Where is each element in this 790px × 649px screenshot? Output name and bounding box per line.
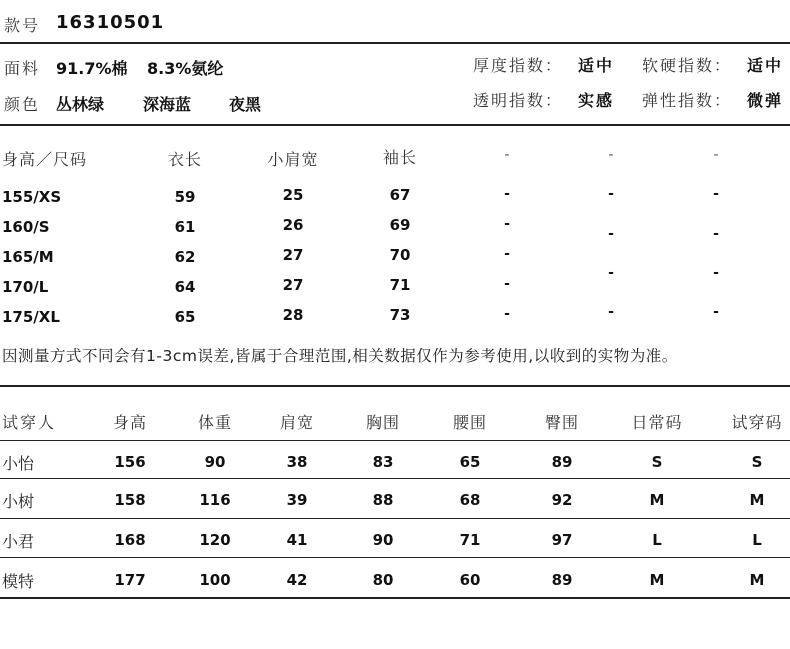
tryon-header-height: 身高 <box>112 413 147 432</box>
divider-top <box>0 42 790 44</box>
tryon-row-cell: 71 <box>459 531 481 549</box>
tryon-row-cell: 97 <box>551 531 573 549</box>
tryon-row-cell: 89 <box>551 453 573 471</box>
size-row-3-sleeve: 70 <box>389 246 411 264</box>
size-row-3-shoulder: 27 <box>282 246 304 264</box>
tryon-divider <box>0 440 790 441</box>
size-row-2-dash: - <box>504 216 510 232</box>
size-row-2-label: 160/S <box>2 218 50 236</box>
size-row-2-shoulder: 26 <box>282 216 304 234</box>
size-row-4-label: 170/L <box>2 278 49 296</box>
tryon-header-person: 试穿人 <box>2 413 57 432</box>
transparency-value: 实感 <box>578 91 615 110</box>
color-label: 颜色 <box>4 95 41 114</box>
tryon-row-cell: 156 <box>114 453 146 471</box>
size-extra-dash: - <box>713 304 719 320</box>
size-row-1-dash: - <box>504 186 510 202</box>
size-row-3-label: 165/M <box>2 248 54 266</box>
size-row-3-length: 62 <box>174 248 196 266</box>
style-label: 款号 <box>4 16 41 35</box>
elasticity-value: 微弹 <box>747 91 784 110</box>
tryon-row-cell: 90 <box>204 453 226 471</box>
softness-value: 适中 <box>747 56 784 75</box>
tryon-row-cell: 89 <box>551 571 573 589</box>
fabric-label: 面料 <box>4 59 41 78</box>
size-row-4-dash: - <box>504 276 510 292</box>
size-header-sleeve: 袖长 <box>382 148 417 167</box>
size-header-dash-2: - <box>608 147 614 163</box>
tryon-row-cell: 168 <box>114 531 146 549</box>
color-1: 丛林绿 <box>56 95 105 114</box>
size-row-1-sleeve: 67 <box>389 186 411 204</box>
tryon-header-weight: 体重 <box>197 413 232 432</box>
size-extra-dash: - <box>608 265 614 281</box>
divider-info <box>0 124 790 126</box>
tryon-row-cell: 90 <box>372 531 394 549</box>
tryon-row-cell: M <box>649 571 665 589</box>
tryon-row-cell: 41 <box>286 531 308 549</box>
elasticity-label: 弹性指数： <box>642 91 733 110</box>
size-row-5-shoulder: 28 <box>282 306 304 324</box>
tryon-header-tryon-size: 试穿码 <box>731 413 783 432</box>
tryon-row-cell: 68 <box>459 491 481 509</box>
tryon-row-cell: S <box>651 453 663 471</box>
size-row-5-label: 175/XL <box>2 308 60 326</box>
tryon-row-cell: 88 <box>372 491 394 509</box>
tryon-row-cell: M <box>649 491 665 509</box>
tryon-row-cell: 80 <box>372 571 394 589</box>
size-row-1-length: 59 <box>174 188 196 206</box>
tryon-row-cell: S <box>751 453 763 471</box>
tryon-row-cell: 83 <box>372 453 394 471</box>
size-row-4-length: 64 <box>174 278 196 296</box>
tryon-row-cell: 100 <box>199 571 231 589</box>
tryon-row-person: 模特 <box>2 572 35 591</box>
tryon-row-cell: M <box>749 571 765 589</box>
tryon-header-waist: 腰围 <box>452 413 487 432</box>
transparency-label: 透明指数： <box>473 91 564 110</box>
fabric-cotton: 91.7%棉 <box>56 59 128 78</box>
tryon-row-cell: 39 <box>286 491 308 509</box>
tryon-row-cell: L <box>752 531 762 549</box>
tryon-row-cell: 158 <box>114 491 146 509</box>
tryon-header-shoulder: 肩宽 <box>279 413 314 432</box>
tryon-row-cell: 120 <box>199 531 231 549</box>
tryon-row-cell: 92 <box>551 491 573 509</box>
size-header-dash-1: - <box>504 147 510 163</box>
tryon-row-divider <box>0 478 790 479</box>
tryon-row-divider <box>0 557 790 558</box>
fabric-spandex: 8.3%氨纶 <box>147 59 224 78</box>
size-extra-dash: - <box>608 226 614 242</box>
measurement-note: 因测量方式不同会有1-3cm误差,皆属于合理范围,相关数据仅作为参考使用,以收到的实物为准。 <box>2 347 678 365</box>
thickness-label: 厚度指数： <box>473 56 564 75</box>
size-extra-dash: - <box>713 226 719 242</box>
tryon-row-person: 小树 <box>2 492 35 511</box>
size-row-4-sleeve: 71 <box>389 276 411 294</box>
size-extra-dash: - <box>608 186 614 202</box>
size-row-1-shoulder: 25 <box>282 186 304 204</box>
tryon-row-person: 小君 <box>2 532 35 551</box>
softness-label: 软硬指数： <box>642 56 733 75</box>
color-2: 深海蓝 <box>143 95 192 114</box>
tryon-row-cell: M <box>749 491 765 509</box>
size-row-4-shoulder: 27 <box>282 276 304 294</box>
tryon-row-cell: 42 <box>286 571 308 589</box>
size-extra-dash: - <box>713 265 719 281</box>
tryon-row-cell: 116 <box>199 491 231 509</box>
size-row-2-length: 61 <box>174 218 196 236</box>
tryon-row-cell: 38 <box>286 453 308 471</box>
tryon-header-bust: 胸围 <box>365 413 400 432</box>
size-row-5-sleeve: 73 <box>389 306 411 324</box>
size-header-shoulder: 小肩宽 <box>267 150 319 169</box>
tryon-row-cell: 65 <box>459 453 481 471</box>
color-3: 夜黑 <box>229 95 262 114</box>
size-row-1-label: 155/XS <box>2 188 62 206</box>
size-header-dash-3: - <box>713 147 719 163</box>
size-row-2-sleeve: 69 <box>389 216 411 234</box>
tryon-header-hip: 臀围 <box>544 413 579 432</box>
style-number: 16310501 <box>56 12 165 33</box>
tryon-row-cell: 177 <box>114 571 146 589</box>
size-row-3-dash: - <box>504 246 510 262</box>
size-extra-dash: - <box>713 186 719 202</box>
size-extra-dash: - <box>608 304 614 320</box>
size-header-length: 衣长 <box>167 150 202 169</box>
divider-note <box>0 385 790 387</box>
tryon-row-person: 小怡 <box>2 454 35 473</box>
tryon-row-divider <box>0 597 790 599</box>
thickness-value: 适中 <box>578 56 615 75</box>
tryon-row-cell: L <box>652 531 662 549</box>
tryon-header-daily-size: 日常码 <box>631 413 683 432</box>
size-header-height-size: 身高／尺码 <box>2 150 88 169</box>
tryon-row-divider <box>0 518 790 519</box>
size-row-5-dash: - <box>504 306 510 322</box>
tryon-row-cell: 60 <box>459 571 481 589</box>
size-row-5-length: 65 <box>174 308 196 326</box>
